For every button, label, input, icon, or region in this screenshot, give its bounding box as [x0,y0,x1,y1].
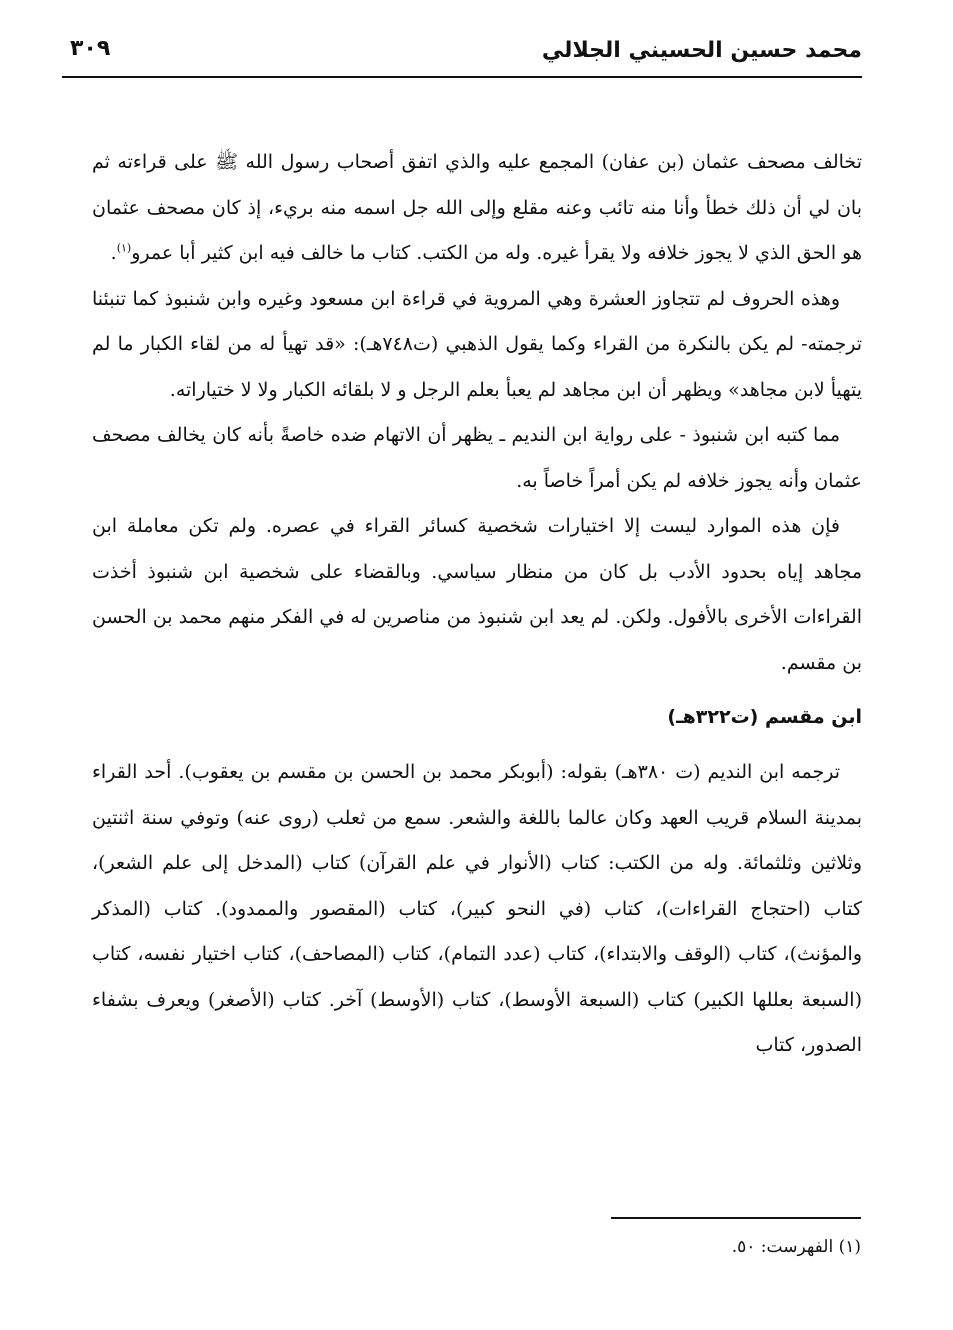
paragraph-1-end: . [110,242,117,264]
paragraph-4: فإن هذه الموارد ليست إلا اختيارات شخصية كسائر القراء في عصره. ولم تكن معاملة ابن مجاهد إياه بحدود الأدب بل كان من منظار سياسي. وبالقضاء على شخصية ابن شنبوذ أخذت القراءات الأخرى بالأفول. ولكن. لم يعد ابن شنبوذ من مناصرين له في الفكر منهم محمد بن الحسن بن مقسم. [92,515,862,674]
paragraph-3: مما كتبه ابن شنبوذ - على رواية ابن النديم ـ يظهر أن الاتهام ضده خاصةً بأنه كان يخالف مصحف عثمان وأنه يجوز خلافه لم يكن أمراً خاصاً به. [92,424,862,492]
footnote-divider [611,1217,861,1219]
section-paragraph: ترجمه ابن النديم (ت ٣٨٠هـ) بقوله: (أبوبكر محمد بن الحسن بن مقسم بن يعقوب). أحد القراء بمدينة السلام قريب العهد وكان عالما باللغة والشعر. سمع من ثعلب (روى عنه) وتوفي سنة اثنتين وثلاثين وثلثمائة. وله من الكتب: كتاب (الأنوار في علم القرآن) كتاب (المدخل إلى علم الشعر)، كتاب (احتجاج القراءات)، كتاب (في النحو كبير)، كتاب (المقصور والممدود). كتاب (المذكر والمؤنث)، كتاب (الوقف والابتداء)، كتاب (عدد التمام)، كتاب (المصاحف)، كتاب اختيار نفسه، كتاب (السبعة بعللها الكبير) كتاب (السبعة الأوسط)، كتاب (الأوسط) آخر. كتاب (الأصغر) ويعرف بشفاء الصدور، كتاب [92,761,862,1056]
header-divider [62,76,862,78]
body-text [92,140,862,1069]
page-header [62,30,862,76]
paragraph-2: وهذه الحروف لم تتجاوز العشرة وهي المروية في قراءة ابن مسعود وغيره وابن شنبوذ كما تنبئنا ترجمته- لم يكن بالنكرة من القراء وكما يقول الذهبي (ت٧٤٨هـ): «قد تهيأ له من لقاء الكبار ما لم يتهيأ لابن مجاهد» ويظهر أن ابن مجاهد لم يعبأ بعلم الرجل و لا بلقائه الكبار ولا لا ختياراته. [92,287,862,401]
paragraph-1 [92,140,862,277]
section-heading: ابن مقسم (ت٣٢٢هـ) [667,706,862,728]
running-header-author: محمد حسين الحسيني الجلالي [541,38,862,63]
page-number: ٣٠٩ [70,36,111,61]
paragraph-1-text: تخالف مصحف عثمان (بن عفان) المجمع عليه والذي اتفق أصحاب رسول الله ﷺ على قراءته ثم بان لي أن ذلك خطأ وأنا منه تائب وعنه مقلع وإلى الله جل اسمه منه بريء، إذ كان مصحف عثمان هو الحق الذي لا يجوز خلافه ولا يقرأ غيره. وله من الكتب. كتاب ما خالف فيه ابن كثير أبا عمرو [92,151,862,264]
footnote-1: (١) الفهرست: ٥٠. [731,1237,861,1257]
footnote-marker: (١) [116,241,132,255]
